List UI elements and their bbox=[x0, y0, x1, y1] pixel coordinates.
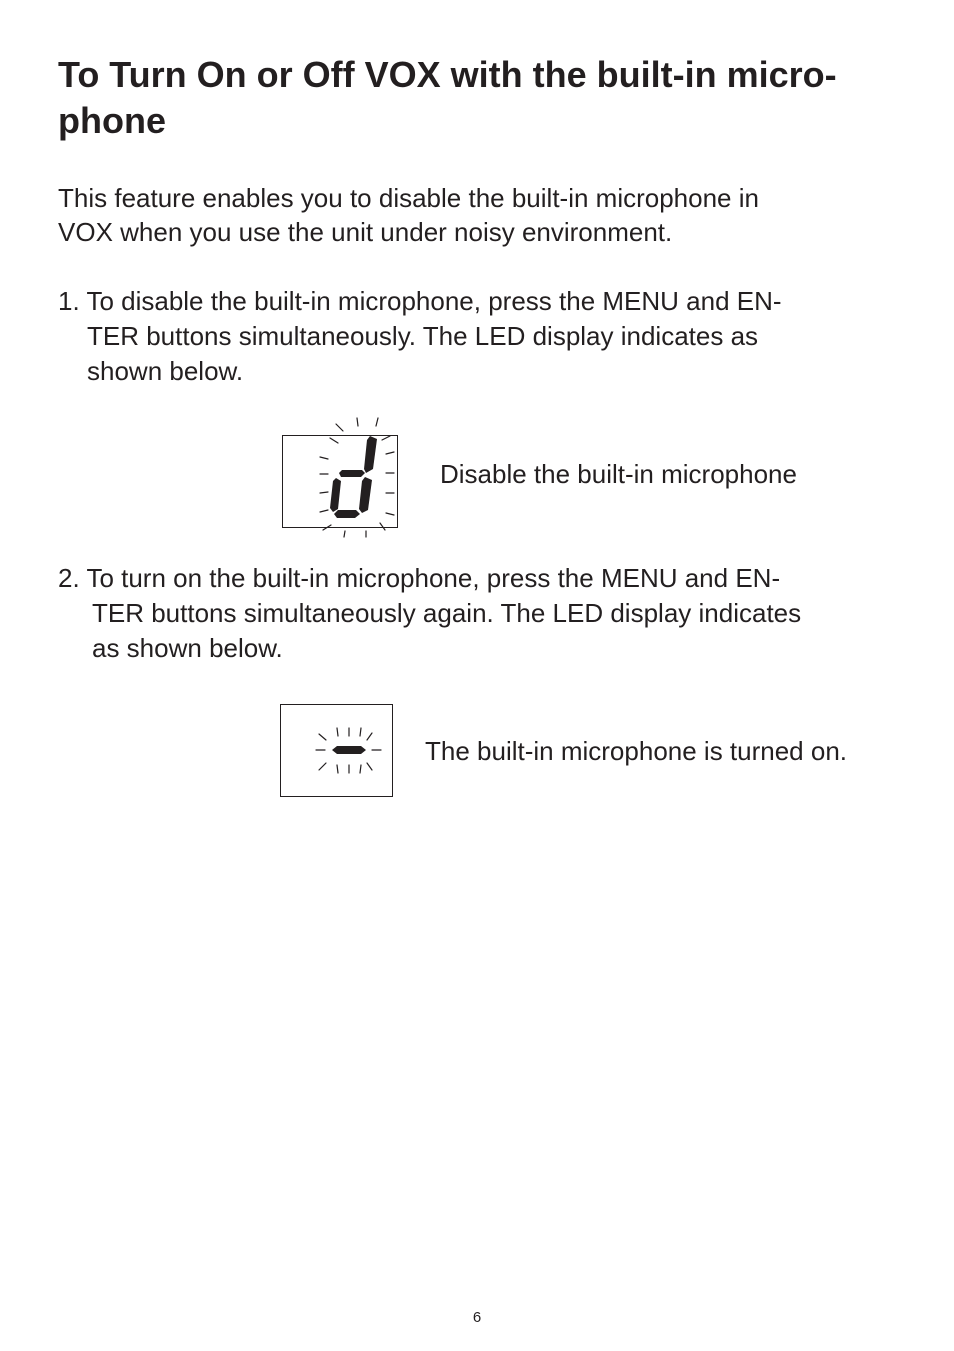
step-2-line-2: TER buttons simultaneously again. The LED display indicates bbox=[92, 598, 802, 628]
page-title bbox=[58, 52, 918, 144]
page-number: 6 bbox=[472, 1309, 482, 1326]
step-2-line-1: 2. To turn on the built-in microphone, press the MENU and EN- bbox=[58, 563, 781, 593]
intro-line-1: This feature enables you to disable the built-in microphone in bbox=[58, 183, 759, 213]
step-1-line-2: TER buttons simultaneously. The LED display indicates as bbox=[87, 321, 759, 351]
led-caption-enabled: The built-in microphone is turned on. bbox=[425, 736, 848, 766]
led-dash-blinking-icon bbox=[310, 722, 390, 778]
step-2-line-3: as shown below. bbox=[92, 633, 283, 663]
intro-paragraph bbox=[58, 181, 918, 249]
step-1-instructions bbox=[58, 284, 918, 389]
page-title-line-2: phone bbox=[58, 100, 166, 141]
step-1-line-3: shown below. bbox=[87, 356, 244, 386]
led-caption-disabled: Disable the built-in microphone bbox=[440, 459, 797, 489]
led-digit-d-blinking-icon bbox=[312, 414, 402, 542]
intro-line-2: VOX when you use the unit under noisy environment. bbox=[58, 217, 673, 247]
step-2-instructions bbox=[58, 561, 918, 666]
step-1-line-1: 1. To disable the built-in microphone, press the MENU and EN- bbox=[58, 286, 782, 316]
page-title-line-1: To Turn On or Off VOX with the built-in micro- bbox=[58, 54, 837, 95]
